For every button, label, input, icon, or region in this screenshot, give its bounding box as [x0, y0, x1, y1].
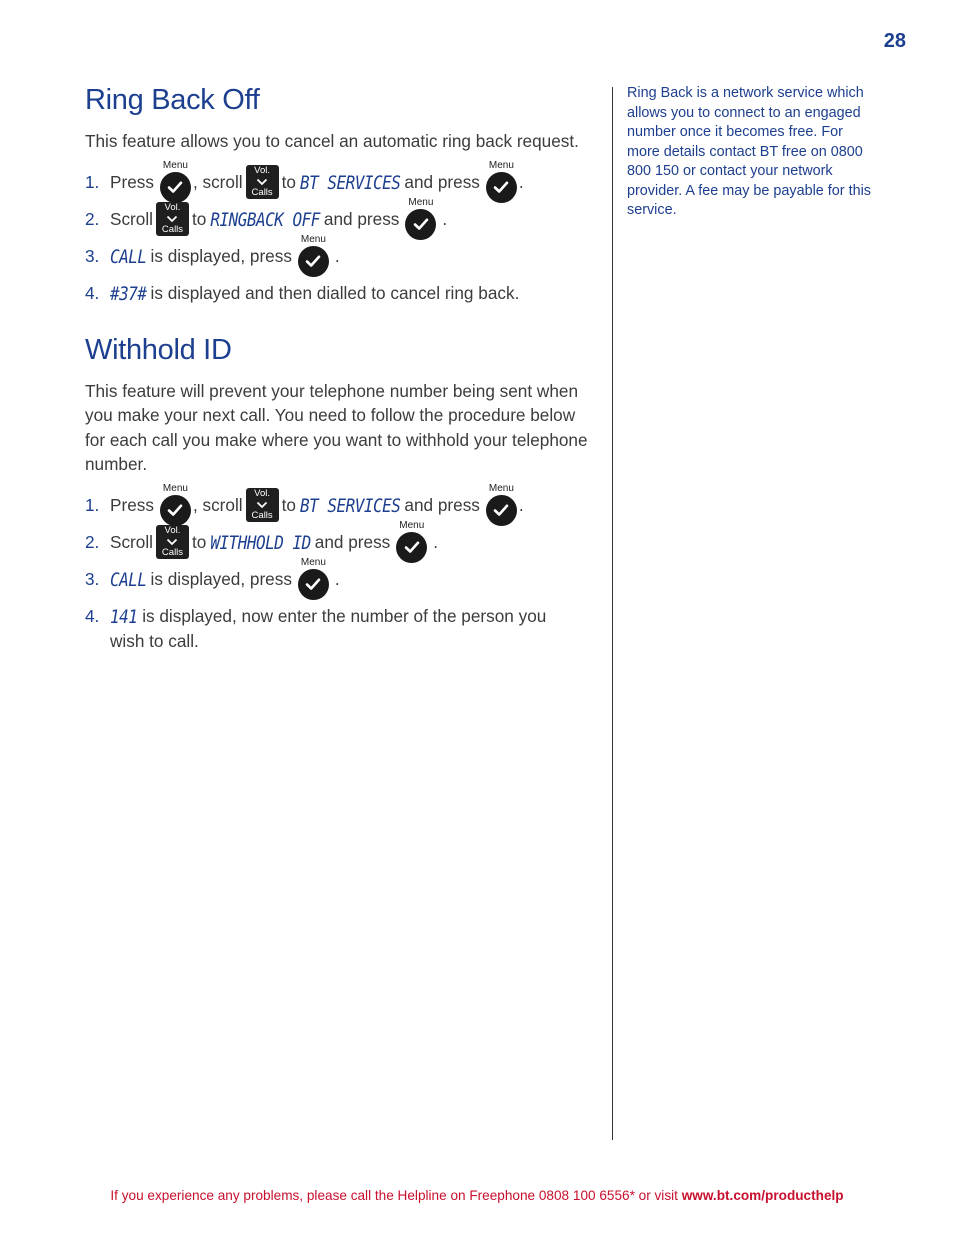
step-text: , scroll [192, 171, 243, 192]
menu-key-icon [395, 519, 428, 561]
calls-key-label: Calls [161, 547, 184, 559]
chevron-down-icon [256, 178, 268, 186]
step-text: , scroll [192, 494, 243, 515]
section-withhold-id [85, 334, 590, 654]
step-number: 3. [85, 568, 100, 589]
step-4 [85, 598, 590, 654]
menu-key-label: Menu [300, 556, 326, 568]
display-text: 141 [110, 605, 138, 628]
menu-key-label: Menu [300, 233, 326, 245]
step-text: Scroll [110, 531, 153, 552]
step-1 [85, 482, 590, 524]
step-number: 4. [85, 605, 100, 626]
menu-key-label: Menu [488, 159, 514, 171]
menu-key-label: Menu [162, 159, 188, 171]
step-number: 3. [85, 245, 100, 266]
step-list [85, 482, 590, 654]
step-text: to [281, 171, 296, 192]
menu-key-icon [159, 482, 192, 524]
vol-calls-key-icon [246, 488, 279, 522]
step-3 [85, 233, 590, 275]
main-column [85, 84, 590, 654]
step-text: and press [314, 531, 391, 552]
step-text: to [281, 494, 296, 515]
display-text: #37# [110, 282, 147, 305]
step-text: is displayed, now enter the number of the person you wish to call. [110, 605, 547, 651]
vol-key-label: Vol. [254, 488, 271, 500]
vol-calls-key-icon [156, 202, 189, 236]
step-number: 2. [85, 208, 100, 229]
step-text: is displayed, press [150, 568, 292, 589]
step-text: and press [323, 208, 400, 229]
step-text: . [442, 208, 448, 229]
section-title: Withhold ID [85, 333, 232, 366]
menu-key-label: Menu [399, 519, 425, 531]
step-text: . [518, 171, 524, 192]
menu-key-icon [159, 159, 192, 201]
display-text: BT SERVICES [299, 171, 401, 194]
menu-key-icon [485, 159, 518, 201]
display-text: CALL [110, 568, 147, 591]
vol-key-label: Vol. [164, 525, 181, 537]
display-text: CALL [110, 245, 147, 268]
step-text: is displayed and then dialled to cancel ring back. [150, 282, 520, 303]
calls-key-label: Calls [161, 224, 184, 236]
step-text: Press [110, 171, 154, 192]
display-text: RINGBACK OFF [210, 208, 320, 231]
step-4 [85, 275, 590, 312]
menu-key-icon [404, 196, 437, 238]
chevron-down-icon [256, 501, 268, 509]
vol-calls-key-icon [156, 525, 189, 559]
calls-key-label: Calls [251, 510, 273, 522]
menu-key-label: Menu [488, 482, 514, 494]
column-divider [612, 87, 613, 1140]
step-2 [85, 519, 590, 561]
step-text: is displayed, press [150, 245, 292, 266]
vol-key-label: Vol. [164, 202, 181, 214]
step-number: 2. [85, 531, 100, 552]
display-text: WITHHOLD ID [210, 531, 311, 554]
step-number: 1. [85, 171, 100, 192]
display-text: BT SERVICES [299, 494, 401, 517]
chevron-down-icon [166, 215, 178, 223]
step-text: to [191, 531, 207, 552]
menu-key-icon [297, 556, 330, 598]
chevron-down-icon [166, 538, 178, 546]
section-title: Ring Back Off [85, 84, 260, 116]
step-text: and press [404, 494, 480, 515]
sidenote: Ring Back is a network service which allows you to connect to an engaged number once it becomes free. For more details contact BT free on 0800 800 150 or contact your network provider. A fee may be payable for this service. [627, 85, 871, 218]
step-text: to [191, 208, 207, 229]
step-text: . [334, 568, 340, 589]
footer-helpline [0, 1188, 954, 1203]
section-intro: This feature will prevent your telephone number being sent when you make your next call. You need to follow the procedure below for each call you make where you want to withhold your telephone number. [85, 380, 588, 475]
calls-key-label: Calls [251, 187, 273, 199]
step-1 [85, 159, 590, 201]
section-intro: This feature allows you to cancel an automatic ring back request. [85, 131, 579, 151]
step-3 [85, 556, 590, 598]
step-text: . [518, 494, 524, 515]
page-number: 28 [883, 30, 906, 52]
menu-key-label: Menu [408, 196, 434, 208]
vol-calls-key-icon [246, 165, 279, 199]
step-text: Scroll [110, 208, 153, 229]
menu-key-label: Menu [162, 482, 188, 494]
menu-key-icon [297, 233, 330, 275]
step-list [85, 159, 590, 312]
footer-url-link[interactable]: www.bt.com/producthelp [681, 1188, 844, 1203]
step-number: 1. [85, 494, 100, 515]
step-2 [85, 196, 590, 238]
footer-text: If you experience any problems, please call the Helpline on Freephone 0808 100 6556* or visit [110, 1188, 678, 1203]
step-text: and press [404, 171, 480, 192]
vol-key-label: Vol. [254, 165, 271, 177]
step-number: 4. [85, 282, 100, 303]
step-text: Press [110, 494, 154, 515]
menu-key-icon [485, 482, 518, 524]
step-text: . [334, 245, 340, 266]
section-ring-back-off [85, 84, 590, 312]
step-text: . [433, 531, 439, 552]
